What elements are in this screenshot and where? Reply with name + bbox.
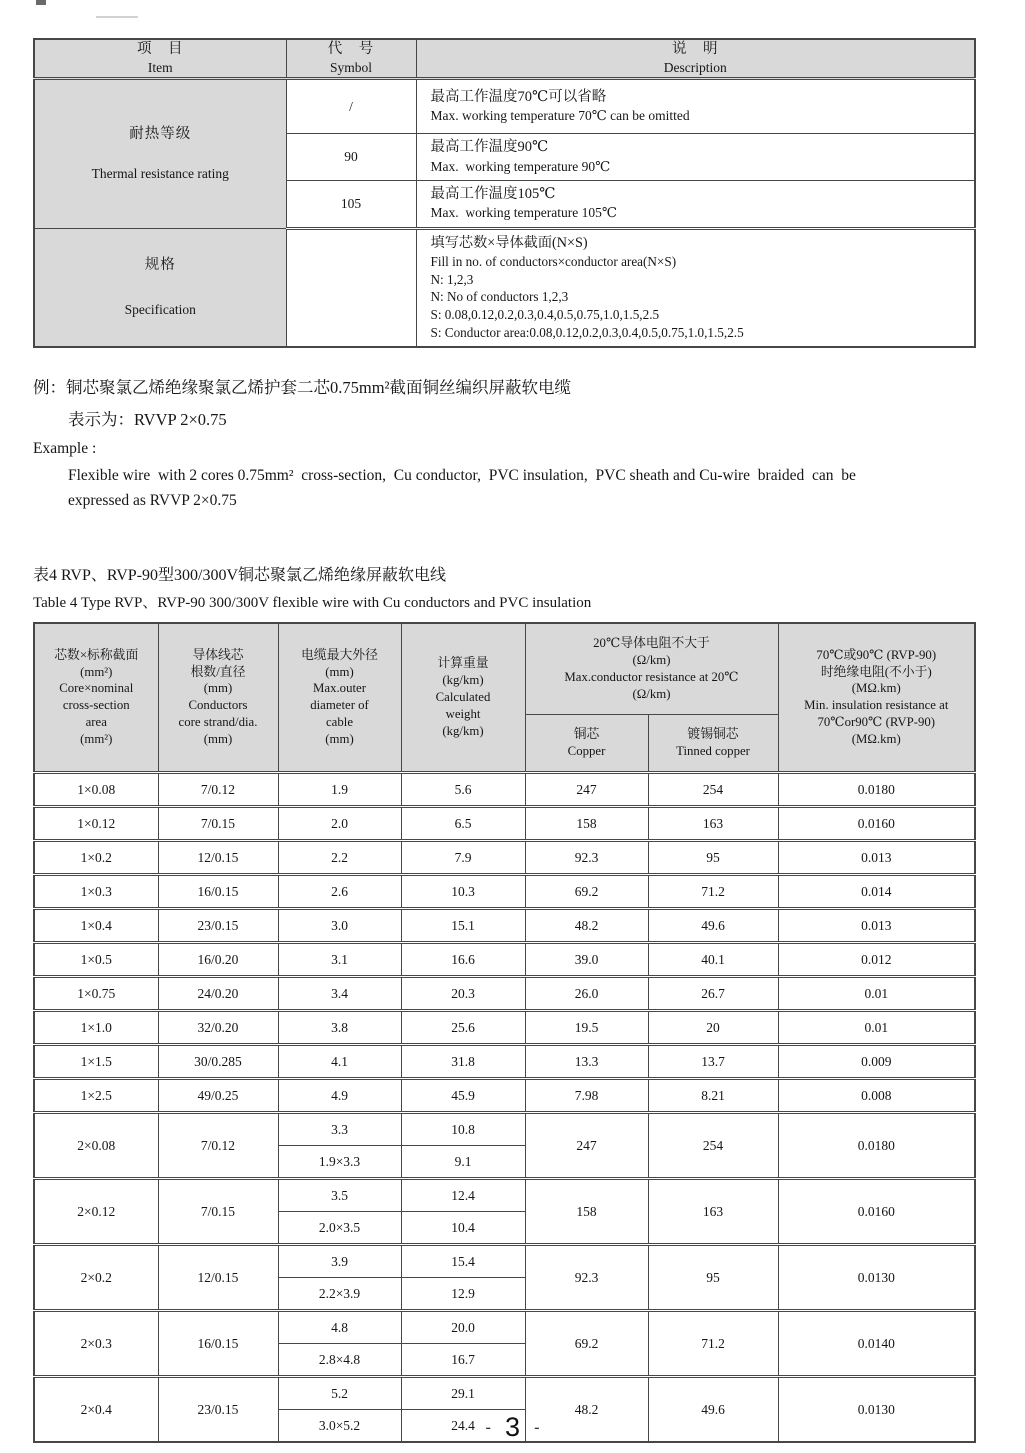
table-cell: 1×0.12 xyxy=(34,806,158,840)
table-cell: 40.1 xyxy=(648,942,778,976)
table-cell: 16/0.15 xyxy=(158,1310,278,1376)
table-cell: 0.0140 xyxy=(778,1310,975,1376)
page-number-dash: - xyxy=(534,1417,540,1437)
page-number-value: 3 xyxy=(504,1412,521,1442)
text-line: Conductors xyxy=(188,698,248,713)
text-line: (mm²) xyxy=(80,732,113,747)
table-cell: 0.012 xyxy=(778,942,975,976)
table-cell: 0.009 xyxy=(778,1044,975,1078)
table-cell: 69.2 xyxy=(525,874,648,908)
table-cell: 7/0.15 xyxy=(158,806,278,840)
table-cell: 48.2 xyxy=(525,908,648,942)
table-row xyxy=(34,1244,975,1277)
table-cell: 3.9 xyxy=(278,1244,401,1277)
table-row xyxy=(34,79,975,134)
text-line: Max.outer xyxy=(313,681,366,696)
table-row xyxy=(34,228,975,347)
table-cell: 49/0.25 xyxy=(158,1078,278,1112)
text-line: 最高工作温度70℃可以省略 xyxy=(430,88,607,105)
table-cell: 158 xyxy=(525,806,648,840)
text-line: (mm) xyxy=(203,681,233,696)
table-cell: 48.2 xyxy=(525,1376,648,1442)
table-cell: 7/0.12 xyxy=(158,772,278,806)
table-cell: 24.4 xyxy=(401,1409,525,1442)
table-cell: 7/0.15 xyxy=(158,1178,278,1244)
table-cell: 2.2×3.9 xyxy=(278,1277,401,1310)
text-line: cable xyxy=(326,715,353,730)
text-line: (mm) xyxy=(325,664,354,679)
header-label-zh: 项 目 xyxy=(137,41,184,58)
text-line: Fill in no. of conductors×conductor area(N×S) xyxy=(430,253,677,269)
text-line: 最高工作温度90℃ xyxy=(430,139,549,155)
text-line: Min. insulation resistance at xyxy=(804,698,949,713)
table-cell: 16.6 xyxy=(401,942,525,976)
text-line: 根数/直径 xyxy=(190,664,246,679)
table-row xyxy=(34,1376,975,1409)
table-cell: 2.2 xyxy=(278,840,401,874)
table-cell: 31.8 xyxy=(401,1044,525,1078)
text-line: area xyxy=(85,715,107,730)
table-row xyxy=(34,840,975,874)
text-line: 导体线芯 xyxy=(192,647,244,662)
text-line: 70℃or90℃ (RVP-90) xyxy=(817,715,936,730)
text-line: 计算重量 xyxy=(437,656,489,671)
page-content xyxy=(33,0,974,1443)
table-cell: 71.2 xyxy=(648,1310,778,1376)
table-cell: 10.3 xyxy=(401,874,525,908)
table-cell: 30/0.285 xyxy=(158,1044,278,1078)
table-cell: 2.0 xyxy=(278,806,401,840)
example-label: Example : xyxy=(33,439,97,457)
table-cell: 4.1 xyxy=(278,1044,401,1078)
table-cell: 45.9 xyxy=(401,1078,525,1112)
table-cell: 26.0 xyxy=(525,976,648,1010)
table-cell: 95 xyxy=(648,1244,778,1310)
text-line: Copper xyxy=(567,743,606,758)
header-label-zh: 说 明 xyxy=(672,41,719,58)
col-header-outer-diameter xyxy=(278,623,401,773)
text-line: 芯数×标称截面 xyxy=(54,647,139,662)
table-cell: 1×0.3 xyxy=(34,874,158,908)
text-line: (Ω/km) xyxy=(632,686,671,701)
table-cell: 1×1.0 xyxy=(34,1010,158,1044)
table-cell: 15.4 xyxy=(401,1244,525,1277)
table-header-row xyxy=(34,39,975,79)
description-cell xyxy=(416,228,975,347)
table-cell: 8.21 xyxy=(648,1078,778,1112)
table-cell: 20.3 xyxy=(401,976,525,1010)
table-cell: 9.1 xyxy=(401,1145,525,1178)
table-row xyxy=(34,1178,975,1211)
table-cell: 0.0130 xyxy=(778,1376,975,1442)
table-cell: 12/0.15 xyxy=(158,1244,278,1310)
table-cell: 10.8 xyxy=(401,1112,525,1145)
table-cell: 13.7 xyxy=(648,1044,778,1078)
description-cell xyxy=(416,79,975,134)
table-row xyxy=(34,772,975,806)
table-cell: 2.6 xyxy=(278,874,401,908)
table4-title-en: Table 4 Type RVP、RVP-90 300/300V flexible wire with Cu conductors and PVC insulation xyxy=(33,594,592,611)
text-line: 时绝缘电阻(不小于) xyxy=(820,664,932,679)
text-line: Max. working temperature 105℃ xyxy=(430,205,617,221)
table-cell: 25.6 xyxy=(401,1010,525,1044)
table-row xyxy=(34,1078,975,1112)
col-header-copper xyxy=(525,714,648,772)
col-header-core-section xyxy=(34,623,158,773)
symbol-cell: 105 xyxy=(286,180,416,228)
table-cell: 7.98 xyxy=(525,1078,648,1112)
table-row xyxy=(34,1310,975,1343)
table-cell: 3.4 xyxy=(278,976,401,1010)
table-cell: 69.2 xyxy=(525,1310,648,1376)
table-cell: 49.6 xyxy=(648,1376,778,1442)
header-label-en: Symbol xyxy=(329,60,372,76)
table-row xyxy=(34,874,975,908)
table-cell: 10.4 xyxy=(401,1211,525,1244)
symbol-cell: 90 xyxy=(286,134,416,181)
table-cell: 1×1.5 xyxy=(34,1044,158,1078)
table-cell: 3.0 xyxy=(278,908,401,942)
table-cell: 23/0.15 xyxy=(158,908,278,942)
col-header-description xyxy=(416,39,975,79)
table-row xyxy=(34,1044,975,1078)
item-symbol-description-table xyxy=(33,38,976,348)
table-cell: 1.9×3.3 xyxy=(278,1145,401,1178)
table-cell: 1×0.75 xyxy=(34,976,158,1010)
table-cell: 1×0.4 xyxy=(34,908,158,942)
text-line: (mm²) xyxy=(80,664,113,679)
table-cell: 39.0 xyxy=(525,942,648,976)
text-line: 70℃或90℃ (RVP-90) xyxy=(816,647,937,662)
text-line: 20℃导体电阻不大于 xyxy=(593,636,710,651)
table-cell: 5.6 xyxy=(401,772,525,806)
text-line: 填写芯数×导体截面(N×S) xyxy=(430,234,588,251)
table-cell: 1×0.08 xyxy=(34,772,158,806)
text-line: (kg/km) xyxy=(442,672,484,687)
table-cell: 5.2 xyxy=(278,1376,401,1409)
table-cell: 13.3 xyxy=(525,1044,648,1078)
table-cell: 0.0180 xyxy=(778,772,975,806)
header-label-en: Description xyxy=(663,60,727,76)
text-line: 铜芯 xyxy=(573,726,600,741)
table4 xyxy=(33,622,976,1443)
table-cell: 29.1 xyxy=(401,1376,525,1409)
text-line: S: 0.08,0.12,0.2,0.3,0.4,0.5,0.75,1.0,1.5,2.5 xyxy=(430,307,660,323)
text-line: Core×nominal xyxy=(59,681,134,696)
page-number-dash: - xyxy=(485,1417,491,1437)
text-line: weight xyxy=(445,706,481,721)
table-cell: 0.013 xyxy=(778,908,975,942)
table-cell: 2×0.3 xyxy=(34,1310,158,1376)
table-row xyxy=(34,908,975,942)
table-cell: 15.1 xyxy=(401,908,525,942)
table-row xyxy=(34,806,975,840)
col-header-item xyxy=(34,39,286,79)
table-cell: 2×0.12 xyxy=(34,1178,158,1244)
text-line: (mm) xyxy=(203,732,233,747)
table-cell: 23/0.15 xyxy=(158,1376,278,1442)
example-line-en: Flexible wire with 2 cores 0.75mm² cross-section, Cu conductor, PVC insulation, PVC sheath and Cu-wire braided can be xyxy=(68,466,856,484)
text-line: (mm) xyxy=(325,732,354,747)
text-line: (MΩ.km) xyxy=(851,681,901,696)
text-line: Calculated xyxy=(435,689,491,704)
page-number xyxy=(0,1412,1025,1443)
table-cell: 32/0.20 xyxy=(158,1010,278,1044)
table-cell: 7.9 xyxy=(401,840,525,874)
col-header-tinned-copper xyxy=(648,714,778,772)
table-cell: 16/0.15 xyxy=(158,874,278,908)
table-cell: 163 xyxy=(648,1178,778,1244)
table-cell: 0.0180 xyxy=(778,1112,975,1178)
table-cell: 12.4 xyxy=(401,1178,525,1211)
table-cell: 0.01 xyxy=(778,1010,975,1044)
table-cell: 3.5 xyxy=(278,1178,401,1211)
table-cell: 3.0×5.2 xyxy=(278,1409,401,1442)
table-cell: 95 xyxy=(648,840,778,874)
text-line: Tinned copper xyxy=(676,743,750,758)
table-cell: 0.0160 xyxy=(778,1178,975,1244)
table-row xyxy=(34,976,975,1010)
example-block xyxy=(33,374,974,510)
table-cell: 16/0.20 xyxy=(158,942,278,976)
table-cell: 0.0160 xyxy=(778,806,975,840)
thermal-rating-item-cell xyxy=(34,79,286,229)
description-cell xyxy=(416,134,975,181)
item-label-zh: 耐热等级 xyxy=(129,125,192,142)
table-cell: 247 xyxy=(525,1112,648,1178)
table-cell: 1×0.5 xyxy=(34,942,158,976)
table-cell: 158 xyxy=(525,1178,648,1244)
table-cell: 3.3 xyxy=(278,1112,401,1145)
table-cell: 12.9 xyxy=(401,1277,525,1310)
table-cell: 19.5 xyxy=(525,1010,648,1044)
table-cell: 6.5 xyxy=(401,806,525,840)
table-cell: 12/0.15 xyxy=(158,840,278,874)
text-line: (kg/km) xyxy=(442,723,484,738)
symbol-cell: / xyxy=(286,79,416,134)
text-line: Max. working temperature 90℃ xyxy=(430,158,611,174)
table-cell: 71.2 xyxy=(648,874,778,908)
table-cell: 4.8 xyxy=(278,1310,401,1343)
text-line: core strand/dia. xyxy=(178,715,258,730)
table-cell: 26.7 xyxy=(648,976,778,1010)
table-header-row xyxy=(34,623,975,715)
table-cell: 247 xyxy=(525,772,648,806)
text-line: 电缆最大外径 xyxy=(301,647,378,662)
description-cell xyxy=(416,180,975,228)
col-header-symbol xyxy=(286,39,416,79)
table-cell: 20 xyxy=(648,1010,778,1044)
table-cell: 20.0 xyxy=(401,1310,525,1343)
col-header-weight xyxy=(401,623,525,773)
table-cell: 0.013 xyxy=(778,840,975,874)
col-header-strand xyxy=(158,623,278,773)
table4-title-zh: 表4 RVP、RVP-90型300/300V铜芯聚氯乙烯绝缘屏蔽软电线 xyxy=(33,566,447,584)
table-cell: 0.014 xyxy=(778,874,975,908)
symbol-cell xyxy=(286,228,416,347)
specification-item-cell xyxy=(34,228,286,347)
text-line: (MΩ.km) xyxy=(851,732,901,747)
header-label-zh: 代 号 xyxy=(327,41,375,58)
table-cell: 24/0.20 xyxy=(158,976,278,1010)
table-cell: 254 xyxy=(648,772,778,806)
table-cell: 0.008 xyxy=(778,1078,975,1112)
table4-body xyxy=(34,772,975,1442)
text-line: S: Conductor area:0.08,0.12,0.2,0.3,0.4,0.5,0.75,1.0,1.5,2.5 xyxy=(430,324,744,340)
table-cell: 16.7 xyxy=(401,1343,525,1376)
text-line: (Ω/km) xyxy=(632,652,671,667)
header-label-en: Item xyxy=(147,60,173,76)
table-cell: 3.1 xyxy=(278,942,401,976)
table-cell: 163 xyxy=(648,806,778,840)
text-line: N: No of conductors 1,2,3 xyxy=(430,289,569,305)
text-line: N: 1,2,3 xyxy=(430,271,474,287)
table-cell: 0.01 xyxy=(778,976,975,1010)
col-header-resistance xyxy=(525,623,778,715)
table-cell: 2×0.2 xyxy=(34,1244,158,1310)
table-row xyxy=(34,942,975,976)
item-label-zh: 规格 xyxy=(144,256,176,273)
table-cell: 92.3 xyxy=(525,1244,648,1310)
table-cell: 92.3 xyxy=(525,840,648,874)
table-cell: 1×2.5 xyxy=(34,1078,158,1112)
table-cell: 4.9 xyxy=(278,1078,401,1112)
table-cell: 0.0130 xyxy=(778,1244,975,1310)
table-row xyxy=(34,1010,975,1044)
col-header-insulation xyxy=(778,623,975,773)
example-line-zh: 表示为：RVVP 2×0.75 xyxy=(68,409,227,429)
item-label-en: Specification xyxy=(124,301,196,317)
table-cell: 1×0.2 xyxy=(34,840,158,874)
text-line: Max. working temperature 70℃ can be omitted xyxy=(430,108,690,124)
example-line-zh: 例：铜芯聚氯乙烯绝缘聚氯乙烯护套二芯0.75mm²截面铜丝编织屏蔽软电缆 xyxy=(33,377,571,397)
example-line-en: expressed as RVVP 2×0.75 xyxy=(68,491,237,509)
text-line: diameter of xyxy=(310,698,369,713)
table-cell: 1.9 xyxy=(278,772,401,806)
table-cell: 2.0×3.5 xyxy=(278,1211,401,1244)
table-cell: 2.8×4.8 xyxy=(278,1343,401,1376)
table-cell: 2×0.08 xyxy=(34,1112,158,1178)
text-line: 最高工作温度105℃ xyxy=(430,185,556,202)
item-label-en: Thermal resistance rating xyxy=(91,166,229,182)
text-line: 镀锡铜芯 xyxy=(687,726,739,741)
table-cell: 49.6 xyxy=(648,908,778,942)
table-row xyxy=(34,1112,975,1145)
table-cell: 254 xyxy=(648,1112,778,1178)
table-cell: 3.8 xyxy=(278,1010,401,1044)
text-line: cross-section xyxy=(62,698,130,713)
table-cell: 2×0.4 xyxy=(34,1376,158,1442)
text-line: Max.conductor resistance at 20℃ xyxy=(564,669,739,684)
table-cell: 7/0.12 xyxy=(158,1112,278,1178)
